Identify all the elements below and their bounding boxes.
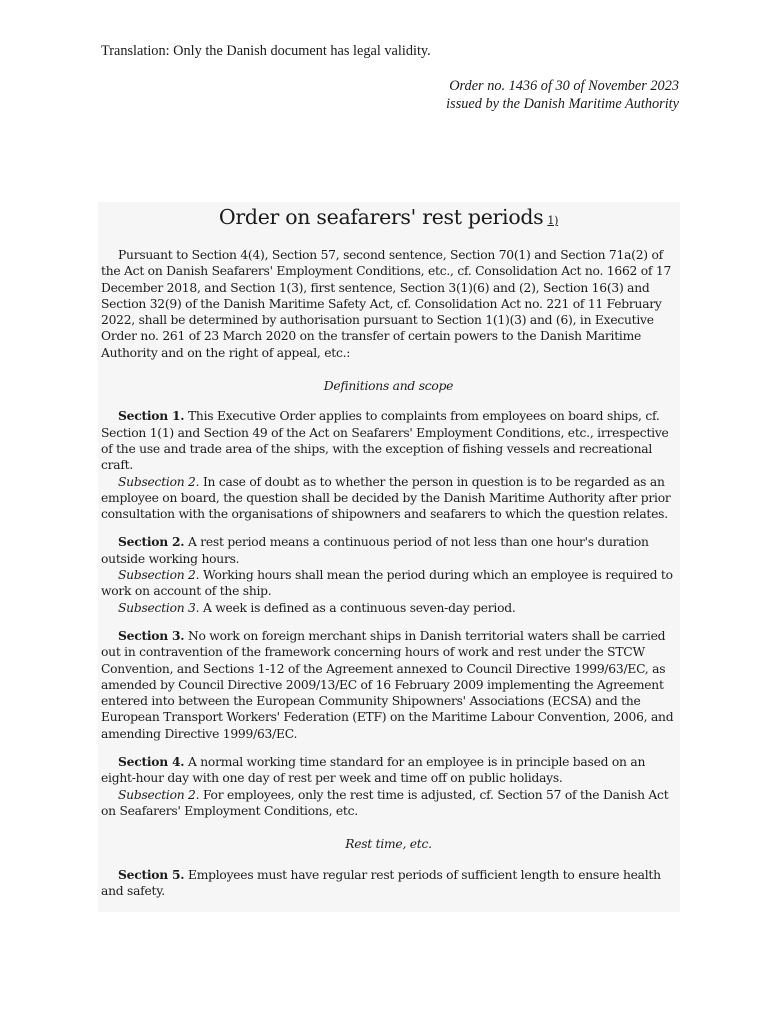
section-4-text: A normal working time standard for an employee is in principle based on an eight-hour day with one day of rest per week and time off on public holidays.: [101, 755, 646, 786]
subsection-label: Subsection 2.: [118, 568, 200, 583]
section-4-paragraph: [101, 754, 676, 787]
page-header: [101, 42, 681, 61]
subsection-text: A week is defined as a continuous seven-day period.: [199, 600, 516, 615]
section-5-text: Employees must have regular rest periods of sufficient length to ensure health and safety.: [101, 867, 661, 898]
section-1-label: Section 1.: [118, 408, 185, 424]
subsection-text: Working hours shall mean the period during which an employee is required to work on account of the ship.: [101, 568, 673, 599]
section-1: [101, 408, 676, 522]
section-5: [101, 867, 676, 900]
section-4-label: Section 4.: [118, 754, 185, 770]
section-3-label: Section 3.: [118, 627, 185, 643]
section-2-subsection-2: [101, 567, 676, 600]
section-3-text: No work on foreign merchant ships in Danish territorial waters shall be carried out in contravention of the framework concerning hours of work and rest under the STCW Convention, and Sections 1-12 of the Agreement annexed to Council Directive 1999/63/EC, as amended by Council Directive 2009/13/EC of 16 February 2009 implementing the Agreement entered into between the European Community Shipowners' Associations (ECSA) and the European Transport Workers' Federation (ETF) on the Maritime Labour Convention, 2006, and amending Directive 1999/63/EC.: [101, 628, 674, 741]
section-4-subsection-2: [101, 787, 676, 820]
section-2-text: A rest period means a continuous period of not less than one hour's duration outside working hours.: [101, 535, 649, 566]
section-4: [101, 754, 676, 819]
section-5-paragraph: [101, 867, 676, 900]
heading-rest-time: Rest time, etc.: [345, 837, 432, 852]
section-1-paragraph: [101, 408, 676, 473]
document-body: [98, 202, 680, 912]
section-2-subsection-3: [101, 600, 676, 616]
subsection-label: Subsection 2.: [118, 787, 200, 802]
translation-note: Translation: Only the Danish document has legal validity.: [101, 43, 431, 59]
section-2-paragraph: [101, 534, 676, 567]
subsection-label: Subsection 3.: [118, 600, 200, 615]
document-title-text: Order on seafarers' rest periods: [218, 205, 544, 229]
document-title: [101, 202, 676, 234]
section-3: [101, 628, 676, 742]
footnote-link[interactable]: 1): [547, 214, 559, 227]
section-3-paragraph: [101, 628, 676, 742]
subsection-text: In case of doubt as to whether the person in question is to be regarded as an employee on board, the question shall be decided by the Danish Maritime Authority after prior consultation with the organisations of shipowners and seafarers to which the question relates.: [101, 474, 671, 522]
order-number-line: Order no. 1436 of 30 of November 2023: [449, 78, 679, 94]
section-5-label: Section 5.: [118, 866, 185, 882]
heading-definitions-and-scope: Definitions and scope: [323, 379, 454, 394]
subsection-label: Subsection 2.: [118, 474, 200, 489]
section-2-label: Section 2.: [118, 534, 185, 550]
order-reference: [446, 77, 679, 113]
subsection-text: For employees, only the rest time is adjusted, cf. Section 57 of the Danish Act on Seafarers' Employment Conditions, etc.: [101, 787, 669, 818]
section-1-subsection-2: [101, 474, 676, 523]
section-2: [101, 534, 676, 615]
issuer-line: issued by the Danish Maritime Authority: [446, 96, 679, 112]
preamble-paragraph: Pursuant to Section 4(4), Section 57, second sentence, Section 70(1) and Section 71a(2) of the Act on Danish Seafarers' Employment Conditions, etc., cf. Consolidation Act no. 1662 of 17 December 2018, and Section 1(3), first sentence, Section 3(1)(6) and (2), Section 16(3) and Section 32(9) of the Danish Maritime Safety Act, cf. Consolidation Act no. 221 of 11 February 2022, shall be determined by authorisation pursuant to Section 1(1)(3) and (6), in Executive Order no. 261 of 23 March 2020 on the transfer of certain powers to the Danish Maritime Authority and on the right of appeal, etc.:: [101, 248, 672, 360]
section-1-text: This Executive Order applies to complaints from employees on board ships, cf. Section 1(1) and Section 49 of the Act on Seafarers' Employment Conditions, etc., irrespective of the use and trade area of the ships, with the exception of fishing vessels and recreational craft.: [101, 409, 669, 473]
